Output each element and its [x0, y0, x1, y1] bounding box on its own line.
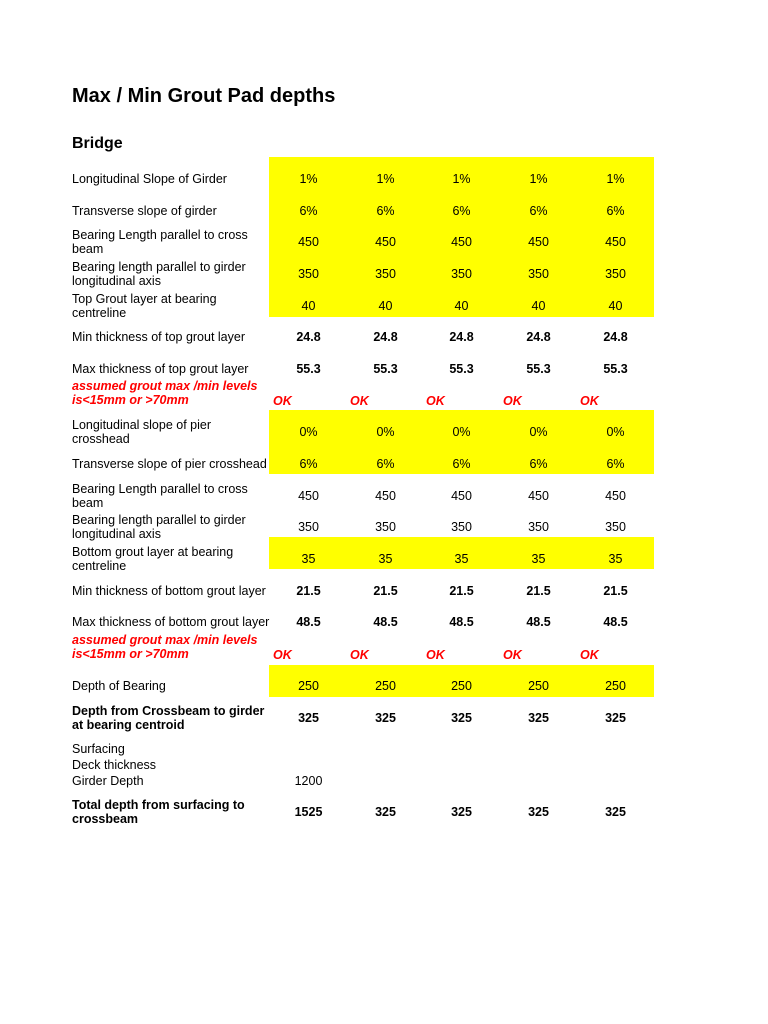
row-label: Max thickness of bottom grout layer: [72, 615, 270, 629]
cell-value: 21.5: [526, 584, 551, 598]
section-title: Bridge: [72, 135, 123, 152]
cell-value: 48.5: [526, 615, 551, 629]
row-label: Bearing length parallel to girder longitudinal axis: [72, 513, 246, 541]
table-row-top-grout-layer: [72, 290, 672, 322]
cell-value: 1200: [294, 774, 323, 788]
table-row-girder-depth: [72, 765, 672, 797]
cell-value: 250: [528, 679, 549, 693]
status-ok: OK: [350, 648, 369, 662]
table-row-longitudinal-slope-pier: [72, 416, 672, 448]
cell-value: 325: [451, 805, 472, 819]
cell-value: 40: [608, 299, 623, 313]
page-title: Max / Min Grout Pad depths: [72, 85, 336, 107]
cell-value: 450: [451, 489, 472, 503]
table-row-bottom-grout-layer: [72, 543, 672, 575]
row-label: Bottom grout layer at bearing centreline: [72, 545, 234, 573]
row-label: Min thickness of top grout layer: [72, 330, 245, 344]
cell-value: 6%: [376, 204, 395, 218]
cell-value: 350: [375, 267, 396, 281]
cell-value: 325: [605, 711, 626, 725]
table-row-grout-check-bottom: [72, 631, 672, 663]
row-label: Longitudinal slope of pier crosshead: [72, 418, 211, 446]
cell-value: 6%: [299, 457, 318, 471]
cell-value: 21.5: [603, 584, 628, 598]
status-ok: OK: [503, 648, 522, 662]
table-row-transverse-slope-girder: [72, 195, 672, 227]
cell-value: 6%: [376, 457, 395, 471]
cell-value: 450: [605, 235, 626, 249]
row-label: Depth from Crossbeam to girder at bearing centroid: [72, 704, 265, 732]
cell-value: 350: [451, 520, 472, 534]
cell-value: 350: [298, 520, 319, 534]
row-label: Surfacing: [72, 742, 125, 756]
cell-value: 450: [298, 235, 319, 249]
cell-value: 48.5: [449, 615, 474, 629]
cell-value: 1525: [294, 805, 323, 819]
status-ok: OK: [503, 394, 522, 408]
cell-value: 1%: [376, 172, 395, 186]
cell-value: 325: [375, 805, 396, 819]
cell-value: 0%: [606, 425, 625, 439]
cell-value: 1%: [299, 172, 318, 186]
row-label: Total depth from surfacing to crossbeam: [72, 798, 245, 826]
cell-value: 450: [528, 489, 549, 503]
cell-value: 350: [528, 520, 549, 534]
cell-value: 48.5: [603, 615, 628, 629]
cell-value: 6%: [529, 457, 548, 471]
status-ok: OK: [273, 394, 292, 408]
cell-value: 40: [531, 299, 546, 313]
row-label: Min thickness of bottom grout layer: [72, 584, 266, 598]
cell-value: 40: [301, 299, 316, 313]
table-row-min-top-grout: [72, 321, 672, 353]
cell-value: 55.3: [373, 362, 398, 376]
cell-value: 24.8: [296, 330, 321, 344]
cell-value: 6%: [452, 204, 471, 218]
cell-value: 350: [605, 520, 626, 534]
cell-value: 24.8: [526, 330, 551, 344]
cell-value: 35: [301, 552, 316, 566]
cell-value: 325: [528, 711, 549, 725]
cell-value: 1%: [452, 172, 471, 186]
cell-value: 325: [375, 711, 396, 725]
cell-value: 0%: [299, 425, 318, 439]
table-row-min-bottom-grout: [72, 575, 672, 607]
row-label: Depth of Bearing: [72, 679, 166, 693]
row-label: Girder Depth: [72, 774, 144, 788]
table-row-bearing-length-cross-beam: [72, 226, 672, 258]
cell-value: 450: [375, 489, 396, 503]
cell-value: 40: [378, 299, 393, 313]
cell-value: 55.3: [449, 362, 474, 376]
cell-value: 55.3: [526, 362, 551, 376]
cell-value: 21.5: [373, 584, 398, 598]
cell-value: 450: [298, 489, 319, 503]
table-row-depth-of-bearing: [72, 670, 672, 702]
cell-value: 450: [375, 235, 396, 249]
cell-value: 250: [451, 679, 472, 693]
cell-value: 48.5: [296, 615, 321, 629]
table-row-bearing-length-girder-axis-2: [72, 511, 672, 543]
table-row-total-depth: [72, 796, 672, 828]
cell-value: 250: [298, 679, 319, 693]
row-label: Bearing Length parallel to cross beam: [72, 482, 248, 510]
cell-value: 48.5: [373, 615, 398, 629]
cell-value: 250: [375, 679, 396, 693]
cell-value: 55.3: [603, 362, 628, 376]
cell-value: 35: [531, 552, 546, 566]
cell-value: 24.8: [373, 330, 398, 344]
cell-value: 6%: [529, 204, 548, 218]
status-ok: OK: [350, 394, 369, 408]
status-ok: OK: [580, 394, 599, 408]
cell-value: 21.5: [449, 584, 474, 598]
cell-value: 350: [298, 267, 319, 281]
cell-value: 325: [298, 711, 319, 725]
cell-value: 325: [451, 711, 472, 725]
cell-value: 350: [451, 267, 472, 281]
cell-value: 6%: [299, 204, 318, 218]
row-label: Bearing Length parallel to cross beam: [72, 228, 248, 256]
row-label: Max thickness of top grout layer: [72, 362, 249, 376]
cell-value: 35: [454, 552, 469, 566]
cell-value: 250: [605, 679, 626, 693]
cell-value: 450: [451, 235, 472, 249]
cell-value: 24.8: [603, 330, 628, 344]
cell-value: 21.5: [296, 584, 321, 598]
status-ok: OK: [580, 648, 599, 662]
cell-value: 6%: [606, 204, 625, 218]
row-label: Longitudinal Slope of Girder: [72, 172, 227, 186]
cell-value: 350: [528, 267, 549, 281]
cell-value: 35: [378, 552, 393, 566]
row-label: Transverse slope of girder: [72, 204, 217, 218]
cell-value: 450: [528, 235, 549, 249]
table-row-grout-check-top: [72, 377, 672, 409]
cell-value: 40: [454, 299, 469, 313]
cell-value: 0%: [529, 425, 548, 439]
table-row-bearing-length-cross-beam-2: [72, 480, 672, 512]
cell-value: 6%: [452, 457, 471, 471]
check-label: assumed grout max /min levels is<15mm or >70mm: [72, 633, 258, 661]
cell-value: 24.8: [449, 330, 474, 344]
cell-value: 1%: [529, 172, 548, 186]
status-ok: OK: [426, 648, 445, 662]
cell-value: 1%: [606, 172, 625, 186]
cell-value: 325: [605, 805, 626, 819]
row-label: Deck thickness: [72, 758, 157, 772]
table-row-transverse-slope-pier: [72, 448, 672, 480]
check-label: assumed grout max /min levels is<15mm or >70mm: [72, 379, 258, 407]
table-row-bearing-length-girder-axis: [72, 258, 672, 290]
cell-value: 0%: [376, 425, 395, 439]
row-label: Bearing length parallel to girder longitudinal axis: [72, 260, 246, 288]
table-row-longitudinal-slope-girder: [72, 163, 672, 195]
cell-value: 6%: [606, 457, 625, 471]
cell-value: 350: [375, 520, 396, 534]
cell-value: 55.3: [296, 362, 321, 376]
cell-value: 450: [605, 489, 626, 503]
row-label: Top Grout layer at bearing centreline: [72, 292, 217, 320]
cell-value: 0%: [452, 425, 471, 439]
cell-value: 350: [605, 267, 626, 281]
row-label: Transverse slope of pier crosshead: [72, 457, 267, 471]
cell-value: 35: [608, 552, 623, 566]
cell-value: 325: [528, 805, 549, 819]
status-ok: OK: [273, 648, 292, 662]
table-row-depth-crossbeam-girder: [72, 702, 672, 734]
status-ok: OK: [426, 394, 445, 408]
